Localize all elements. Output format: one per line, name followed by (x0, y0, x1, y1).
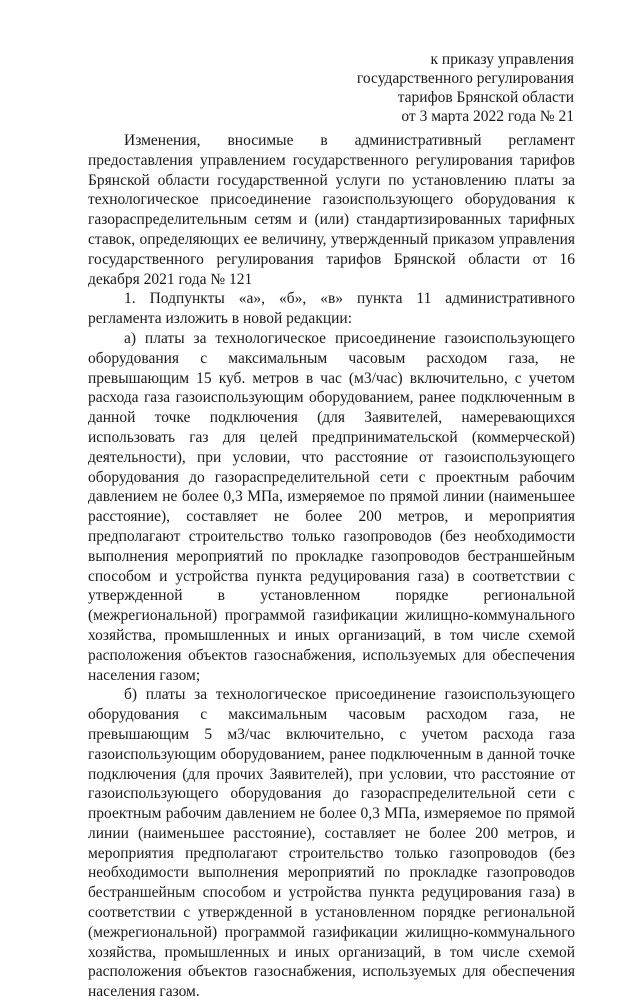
document-body (88, 131, 575, 1002)
paragraph-a: а) платы за технологическое присоединение газоиспользующего оборудования с максимальным часовым расходом газа, не превышающим 15 куб. метров в час (м3/час) включительно, с учетом расхода газа газоиспользующим оборудованием, ранее подключенным в данной точке подключения (для Заявителей, намеревающихся использовать газ для целей предпринимательской (коммерческой) деятельности), при условии, что расстояние от газоиспользующего оборудования до газораспределительной сети с проектным рабочим давлением не более 0,3 МПа, измеряемое по прямой линии (наименьшее расстояние), составляет не более 200 метров, и мероприятия предполагают строительство только газопроводов (без необходимости выполнения мероприятий по прокладке газопроводов бестраншейным способом и устройства пункта редуцирования газа) в соответствии с утвержденной в установленном порядке региональной (межрегиональной) программой газификации жилищно-коммунального хозяйства, промышленных и иных организаций, в том числе схемой расположения объектов газоснабжения, используемых для обеспечения населения газом; (88, 329, 575, 684)
paragraph-intro: 1. Подпункты «а», «б», «в» пункта 11 административного регламента изложить в новой редакции: (88, 290, 575, 328)
approval-header (357, 50, 574, 126)
paragraph-b: б) платы за технологическое присоединение газоиспользующего оборудования с максимальным часовым расходом газа, не превышающим 5 м3/час включительно, с учетом расхода газа газоиспользующим оборудованием, ранее подключенным в данной точке подключения (для прочих Заявителей), при условии, что расстояние от газоиспользующего оборудования до газораспределительной сети с проектным рабочим давлением не более 0,3 МПа, измеряемое по прямой линии (наименьшее расстояние), составляет не более 200 метров, и мероприятия предполагают строительство только газопроводов (без необходимости выполнения мероприятий по прокладке газопроводов бестраншейным способом и устройства пункта редуцирования газа) в соответствии с утвержденной в установленном порядке региональной (межрегиональной) программой газификации жилищно-коммунального хозяйства, промышленных и иных организаций, в том числе схемой расположения объектов газоснабжения, используемых для обеспечения населения газом. (88, 686, 575, 1001)
header-line-1: к приказу управления (430, 51, 574, 68)
document-title: Изменения, вносимые в административный регламент предоставления управлением государственного регулирования тарифов Брянской области государственной услуги по установлению платы за технологическое присоединение газоиспользующего оборудования к газораспределительным сетям и (или) стандартизированных тарифных ставок, определяющих ее величину, утвержденный приказом управления государственного регулирования тарифов Брянской области от 16 декабря 2021 года № 121 (88, 132, 575, 288)
header-line-4: от 3 марта 2022 года № 21 (401, 108, 574, 125)
header-line-2: государственного регулирования (356, 70, 574, 87)
header-line-3: тарифов Брянской области (397, 89, 574, 106)
